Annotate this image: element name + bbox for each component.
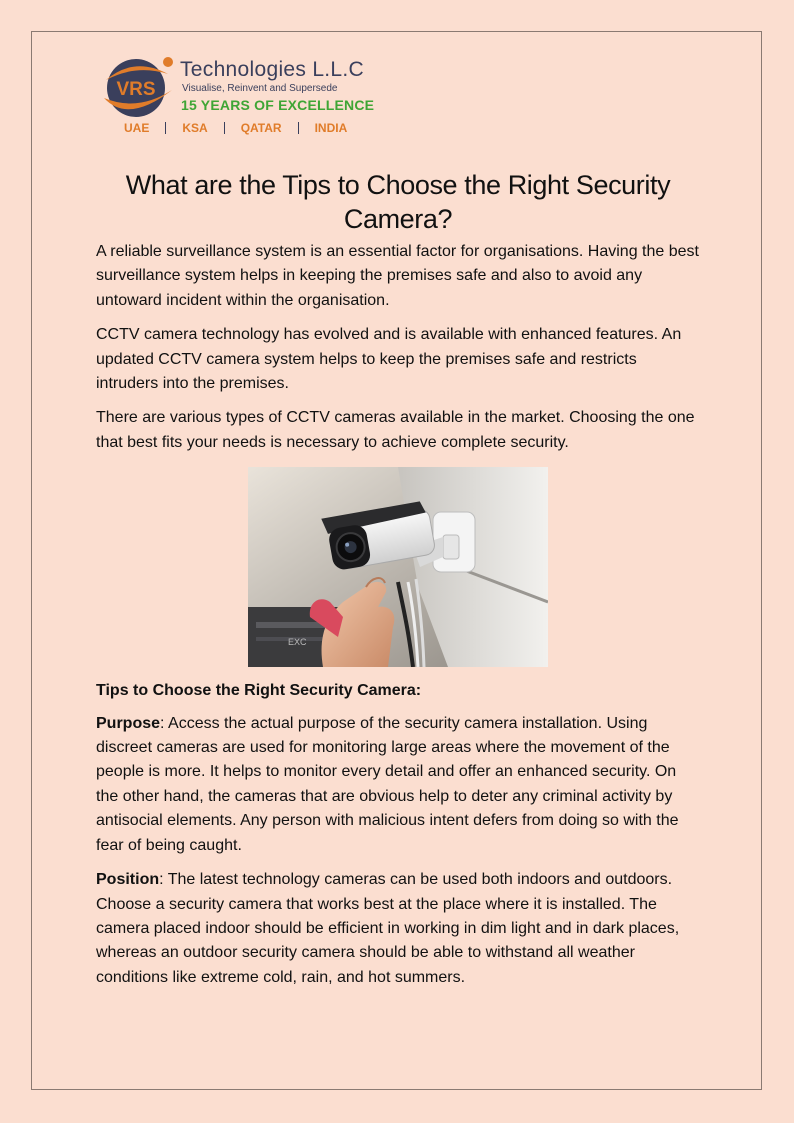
company-logo bbox=[98, 52, 388, 142]
region-qatar: QATAR bbox=[240, 121, 282, 135]
region-ksa: KSA bbox=[182, 121, 208, 135]
company-name: Technologies L.L.C bbox=[180, 58, 365, 81]
region-india: INDIA bbox=[314, 121, 348, 135]
company-tagline: Visualise, Reinvent and Supersede bbox=[182, 83, 338, 94]
region-divider bbox=[165, 122, 166, 134]
region-divider bbox=[298, 122, 299, 134]
article-body bbox=[96, 168, 700, 1000]
tip-position-term: Position bbox=[96, 871, 160, 889]
years-badge: 15 YEARS OF EXCELLENCE bbox=[181, 97, 375, 113]
cctv-camera-icon bbox=[248, 467, 548, 667]
region-list bbox=[124, 121, 347, 135]
tip-purpose bbox=[96, 712, 700, 858]
region-divider bbox=[224, 122, 225, 134]
logo-letters: VRS bbox=[116, 79, 156, 100]
tip-position bbox=[96, 868, 700, 990]
intro-paragraph-1: A reliable surveillance system is an essential factor for organisations. Having the best surveillance system helps in keeping the premises safe and also to avoid any untoward incident within the organisation. bbox=[96, 243, 699, 309]
region-uae: UAE bbox=[124, 121, 150, 135]
cctv-camera-photo bbox=[248, 467, 548, 667]
tip-position-text: : The latest technology cameras can be used both indoors and outdoors. Choose a security camera that works best at the place where it is installed. The camera placed indoor should be efficient in working in dim light and in dark places, whereas an outdoor security camera should be able to withstand all weather conditions like extreme cold, rain, and hot summers. bbox=[96, 871, 680, 986]
intro-paragraph-3: There are various types of CCTV cameras available in the market. Choosing the one that best fits your needs is necessary to achieve complete security. bbox=[96, 409, 695, 451]
photo-label: EXC bbox=[288, 637, 307, 648]
intro-paragraph-2: CCTV camera technology has evolved and is available with enhanced features. An updated CCTV camera system helps to keep the premises safe and restricts intruders into the premises. bbox=[96, 326, 682, 393]
tip-purpose-text: : Access the actual purpose of the security camera installation. Using discreet cameras are used for monitoring large areas where the movement of the people is more. It helps to monitor every detail and offer an enhanced security. On the other hand, the cameras that are obvious help to deter any criminal activity by antisocial elements. Any person with malicious intent defers from doing so with the fear of being caught. bbox=[96, 714, 679, 854]
article-title: What are the Tips to Choose the Right Security Camera? bbox=[125, 170, 671, 234]
tip-purpose-term: Purpose bbox=[96, 714, 161, 732]
vrs-logo-icon bbox=[98, 54, 180, 120]
tips-heading: Tips to Choose the Right Security Camera: bbox=[96, 682, 422, 700]
